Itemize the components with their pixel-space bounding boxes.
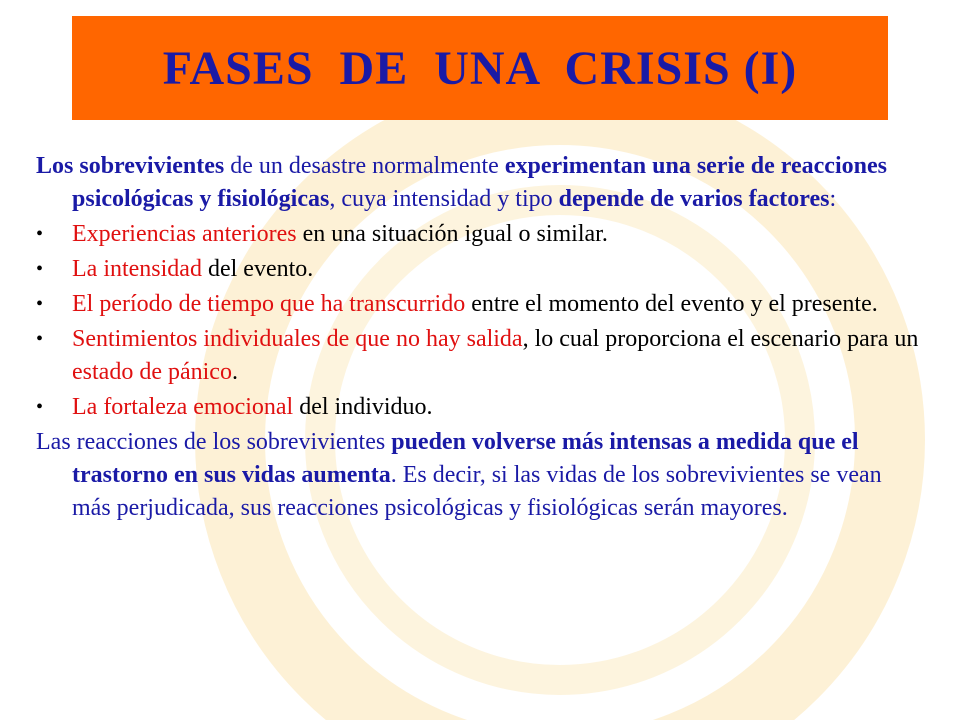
intro-text-1: de un desastre normalmente — [224, 153, 505, 179]
factor-highlight: La fortaleza emocional — [72, 394, 294, 420]
bullet-icon: • — [36, 293, 44, 315]
slide-title: FASES DE UNA CRISIS (I) — [162, 41, 798, 95]
intro-paragraph — [36, 150, 926, 216]
factor-text: entre el momento del evento y el presente. — [465, 291, 878, 317]
bullet-icon: • — [36, 328, 44, 350]
slide-body — [36, 150, 926, 525]
closing-text-2: . Es decir, si las vidas de los sobrevivientes se vean más perjudicada, sus reacciones psicológicas y fisiológicas serán mayores. — [72, 462, 882, 521]
list-item — [36, 323, 926, 389]
intro-emphasis-2: depende de varios factores — [558, 186, 830, 212]
list-item — [36, 391, 926, 424]
factor-text: del individuo. — [293, 394, 433, 420]
factor-highlight-2: estado de pánico — [72, 359, 232, 385]
bullet-icon: • — [36, 396, 44, 418]
factor-text-end: . — [231, 359, 238, 385]
factor-highlight: La intensidad — [72, 256, 202, 282]
list-item — [36, 288, 926, 321]
closing-paragraph — [36, 426, 926, 525]
factor-highlight: Experiencias anteriores — [72, 221, 297, 247]
list-item — [36, 253, 926, 286]
bullet-icon: • — [36, 223, 44, 245]
intro-subject: Los sobrevivientes — [36, 153, 225, 179]
factor-highlight: El período de tiempo que ha transcurrido — [72, 291, 466, 317]
factor-text: , lo cual proporciona el escenario para un — [522, 326, 919, 352]
factor-text: del evento. — [201, 256, 314, 282]
title-banner — [72, 16, 888, 120]
factor-text: en una situación igual o similar. — [296, 221, 608, 247]
closing-text-1: Las reacciones de los sobrevivientes — [36, 429, 392, 455]
bullet-icon: • — [36, 258, 44, 280]
intro-emphasis-1: experimentan una serie de reacciones psicológicas y fisiológicas — [72, 153, 887, 212]
intro-text-2: , cuya intensidad y tipo — [329, 186, 559, 212]
closing-emphasis: pueden volverse más intensas a medida que el trastorno en sus vidas aumenta — [72, 429, 859, 488]
factor-highlight: Sentimientos individuales de que no hay salida — [72, 326, 523, 352]
list-item — [36, 218, 926, 251]
intro-text-3: : — [829, 186, 837, 212]
